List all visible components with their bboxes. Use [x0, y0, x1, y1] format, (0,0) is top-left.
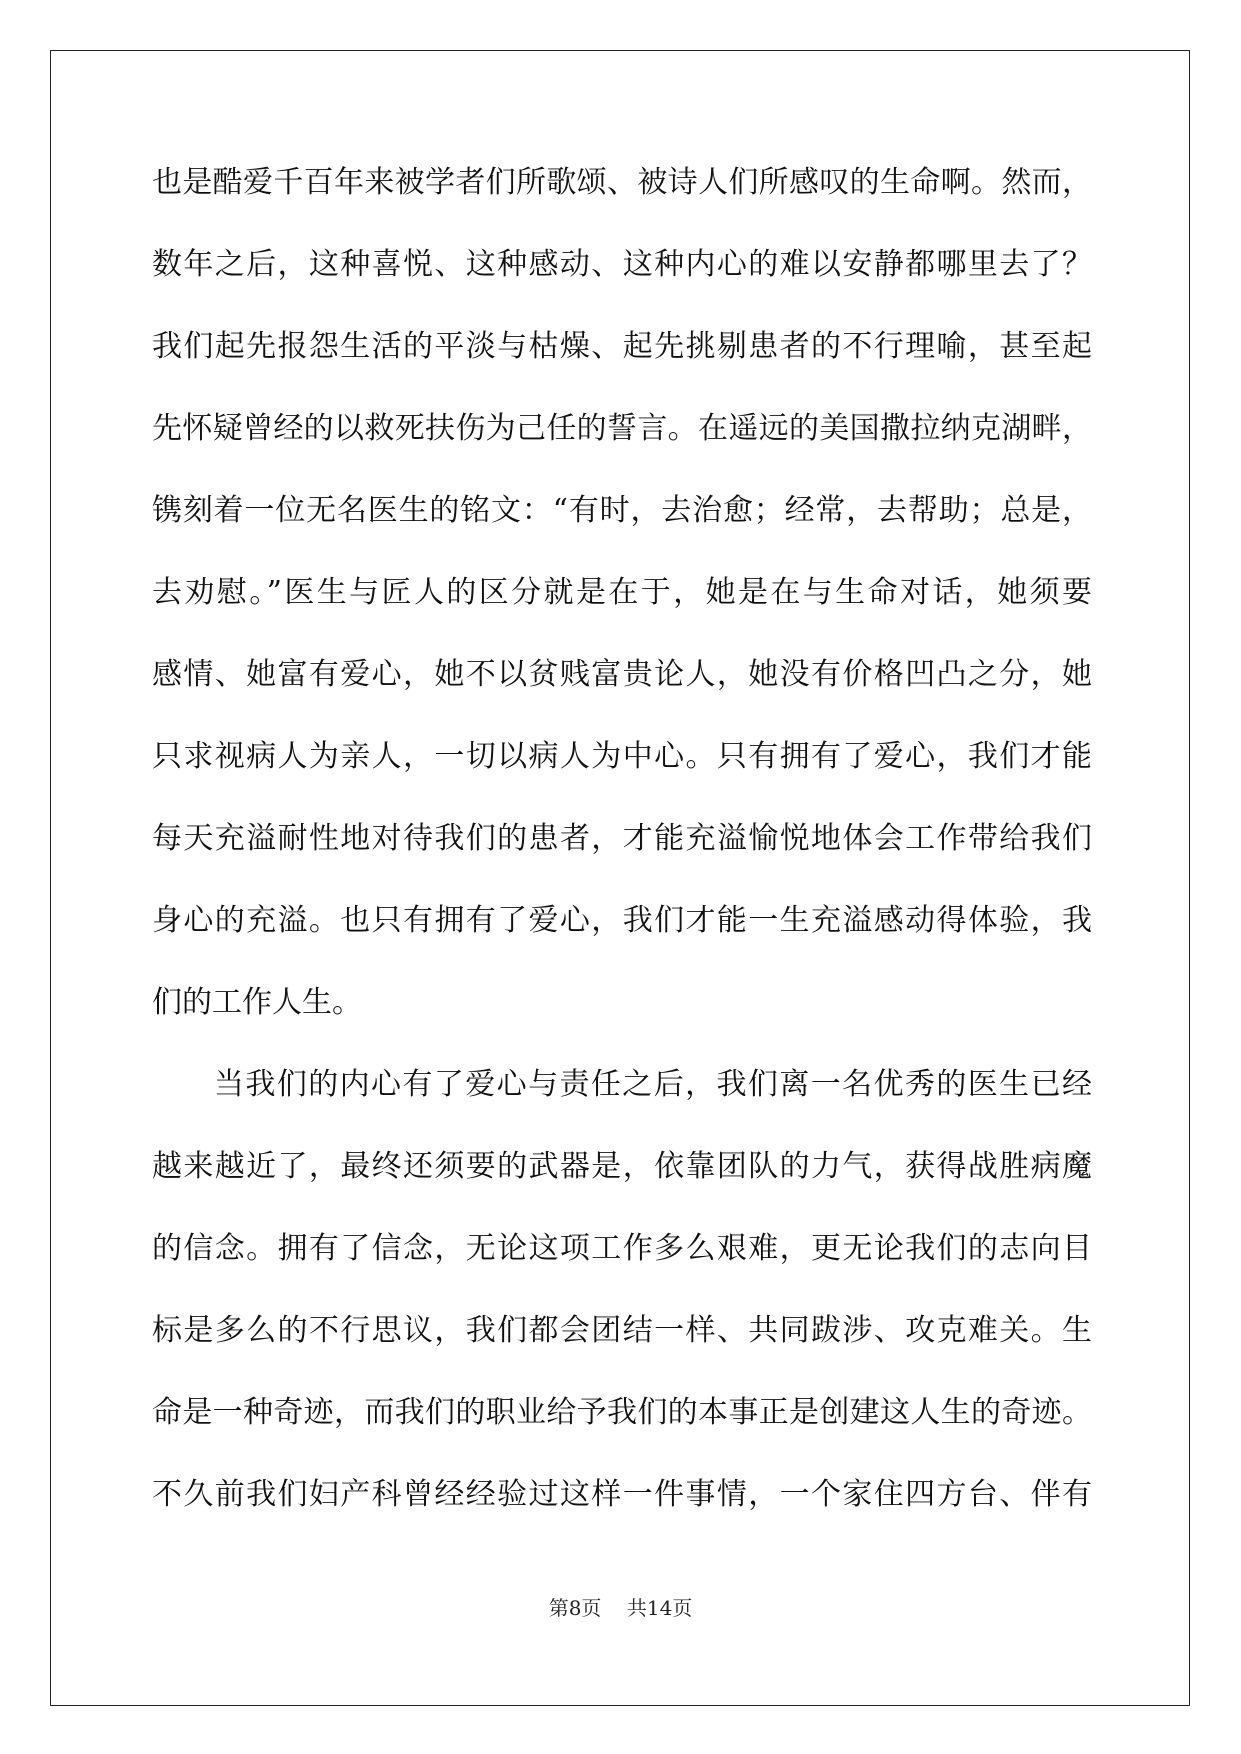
page-footer	[0, 1596, 1241, 1620]
text-line: 感情、她富有爱心，她不以贫贱富贵论人，她没有价格凹凸之分，她	[152, 657, 1092, 692]
text-line: 数年之后，这种喜悦、这种感动、这种内心的难以安静都哪里去了？	[152, 247, 1092, 282]
page-number: 8	[568, 1596, 582, 1620]
body-text	[152, 158, 1092, 1552]
text-line: 镌刻着一位无名医生的铭文：“有时，去治愈；经常，去帮助；总是，	[152, 493, 1092, 528]
total-prefix: 共	[626, 1596, 647, 1620]
paragraph-start-line: 当我们的内心有了爱心与责任之后，我们离一名优秀的医生已经	[214, 1067, 1092, 1102]
text-line: 我们起先报怨生活的平淡与枯燥、起先挑剔患者的不行理喻，甚至起	[152, 329, 1092, 364]
page-suffix: 页	[581, 1596, 602, 1620]
total-suffix: 页	[672, 1596, 693, 1620]
text-line: 越来越近了，最终还须要的武器是，依靠团队的力气，获得战胜病魔	[152, 1149, 1092, 1184]
text-line: 也是酷爱千百年来被学者们所歌颂、被诗人们所感叹的生命啊。然而，	[152, 165, 1092, 200]
total-pages: 14	[646, 1596, 673, 1620]
text-line: 先怀疑曾经的以救死扶伤为己任的誓言。在遥远的美国撒拉纳克湖畔，	[152, 411, 1092, 446]
text-line: 去劝慰。”医生与匠人的区分就是在于，她是在与生命对话，她须要	[152, 575, 1092, 610]
text-line: 不久前我们妇产科曾经经验过这样一件事情，一个家住四方台、伴有	[152, 1477, 1092, 1512]
text-line: 们的工作人生。	[152, 985, 362, 1020]
text-line: 身心的充溢。也只有拥有了爱心，我们才能一生充溢感动得体验，我	[152, 903, 1092, 938]
page-prefix: 第	[548, 1596, 569, 1620]
text-line: 的信念。拥有了信念，无论这项工作多么艰难，更无论我们的志向目	[152, 1231, 1092, 1266]
text-line: 只求视病人为亲人，一切以病人为中心。只有拥有了爱心，我们才能	[152, 739, 1092, 774]
text-line: 命是一种奇迹，而我们的职业给予我们的本事正是创建这人生的奇迹。	[152, 1395, 1092, 1430]
text-line: 每天充溢耐性地对待我们的患者，才能充溢愉悦地体会工作带给我们	[152, 821, 1092, 856]
text-line: 标是多么的不行思议，我们都会团结一样、共同跋涉、攻克难关。生	[152, 1313, 1092, 1348]
